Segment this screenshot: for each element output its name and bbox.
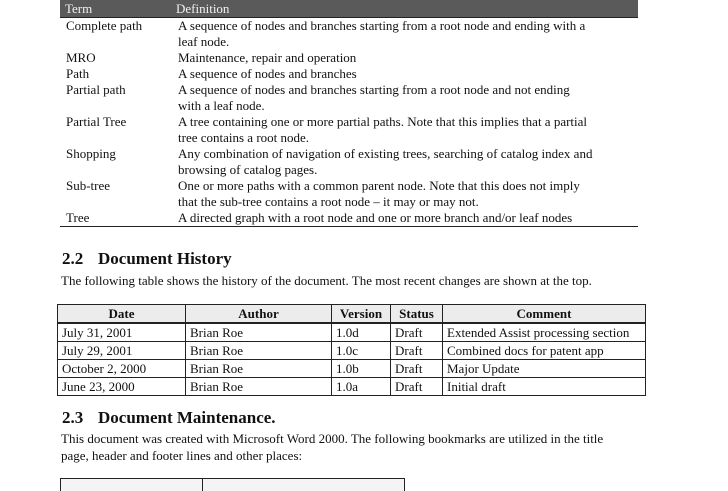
definition-text <box>178 146 633 178</box>
definition-line: A directed graph with a root node and one or more branch and/or leaf nodes <box>178 210 573 225</box>
definition-row <box>60 50 638 66</box>
document-history-table <box>57 304 646 396</box>
definition-row <box>60 114 638 146</box>
definition-line: A sequence of nodes and branches starting from a root node and not ending <box>178 82 570 97</box>
comment-cell: Initial draft <box>443 378 646 396</box>
table-row <box>58 378 646 396</box>
definition-text <box>178 66 633 82</box>
comment-cell: Extended Assist processing section <box>443 323 646 342</box>
section-heading-document-maintenance <box>62 408 276 428</box>
comment-cell: Combined docs for patent app <box>443 342 646 360</box>
column-header-author: Author <box>186 305 332 324</box>
definition-row <box>60 178 638 210</box>
definition-row <box>60 210 638 226</box>
definition-line: tree contains a root node. <box>178 130 310 145</box>
definitions-table-header <box>60 0 638 18</box>
definition-term: Shopping <box>66 146 116 161</box>
status-cell: Draft <box>391 342 443 360</box>
table-row <box>58 342 646 360</box>
author-cell: Brian Roe <box>186 360 332 378</box>
definition-line: browsing of catalog pages. <box>178 162 318 177</box>
column-header-definition: Definition <box>176 1 230 16</box>
definition-text <box>178 178 633 210</box>
definition-row <box>60 66 638 82</box>
date-cell: July 29, 2001 <box>58 342 186 360</box>
definition-line: A sequence of nodes and branches starting from a root node and ending with a <box>178 18 586 33</box>
table-header-row <box>58 305 646 324</box>
history-table-body <box>58 323 646 396</box>
column-header-version: Version <box>332 305 391 324</box>
definition-line: Maintenance, repair and operation <box>178 50 357 65</box>
definition-line: leaf node. <box>178 34 230 49</box>
definition-text <box>178 114 633 146</box>
definition-line: A sequence of nodes and branches <box>178 66 357 81</box>
definition-line: Any combination of navigation of existing trees, searching of catalog index and <box>178 146 593 161</box>
definitions-table-bottom-rule <box>60 226 638 227</box>
version-cell: 1.0c <box>332 342 391 360</box>
maintenance-intro-line-2: page, header and footer lines and other places: <box>61 448 303 463</box>
definitions-rows <box>60 18 638 226</box>
column-header-comment: Comment <box>443 305 646 324</box>
author-cell: Brian Roe <box>186 342 332 360</box>
status-cell: Draft <box>391 378 443 396</box>
definition-term: Path <box>66 66 90 81</box>
definition-term: MRO <box>66 50 96 65</box>
table-row <box>58 323 646 342</box>
date-cell: October 2, 2000 <box>58 360 186 378</box>
version-cell: 1.0b <box>332 360 391 378</box>
section-number: 2.3 <box>62 408 84 427</box>
definition-term: Complete path <box>66 18 143 33</box>
section-number: 2.2 <box>62 249 84 268</box>
section-title: Document History <box>98 249 232 268</box>
date-cell: June 23, 2000 <box>58 378 186 396</box>
definition-term: Tree <box>66 210 90 225</box>
definition-line: A tree containing one or more partial paths. Note that this implies that a partial <box>178 114 588 129</box>
status-cell: Draft <box>391 360 443 378</box>
column-header-status: Status <box>391 305 443 324</box>
comment-cell: Major Update <box>443 360 646 378</box>
definition-line: that the sub-tree contains a root node – it may or may not. <box>178 194 479 209</box>
version-cell: 1.0a <box>332 378 391 396</box>
date-cell: July 31, 2001 <box>58 323 186 342</box>
definition-line: with a leaf node. <box>178 98 265 113</box>
definition-term: Partial Tree <box>66 114 127 129</box>
status-cell: Draft <box>391 323 443 342</box>
section-title: Document Maintenance. <box>98 408 276 427</box>
definition-text <box>178 50 633 66</box>
bookmarks-table-top-edge <box>60 478 405 491</box>
author-cell: Brian Roe <box>186 378 332 396</box>
history-intro-paragraph: The following table shows the history of the document. The most recent changes are shown at the top. <box>61 273 592 288</box>
author-cell: Brian Roe <box>186 323 332 342</box>
version-cell: 1.0d <box>332 323 391 342</box>
definition-line: One or more paths with a common parent node. Note that this does not imply <box>178 178 580 193</box>
definition-row <box>60 146 638 178</box>
section-heading-document-history <box>62 249 232 269</box>
maintenance-intro-line-1: This document was created with Microsoft Word 2000. The following bookmarks are utilized in the title <box>61 431 604 446</box>
definition-term: Sub-tree <box>66 178 111 193</box>
definition-row <box>60 18 638 50</box>
column-header-term: Term <box>65 1 93 16</box>
definition-text <box>178 18 633 50</box>
definition-row <box>60 82 638 114</box>
definition-text <box>178 82 633 114</box>
definition-text <box>178 210 633 226</box>
column-header-date: Date <box>58 305 186 324</box>
table-row <box>58 360 646 378</box>
definition-term: Partial path <box>66 82 126 97</box>
table-column-divider <box>202 479 203 491</box>
definitions-table <box>60 0 638 227</box>
